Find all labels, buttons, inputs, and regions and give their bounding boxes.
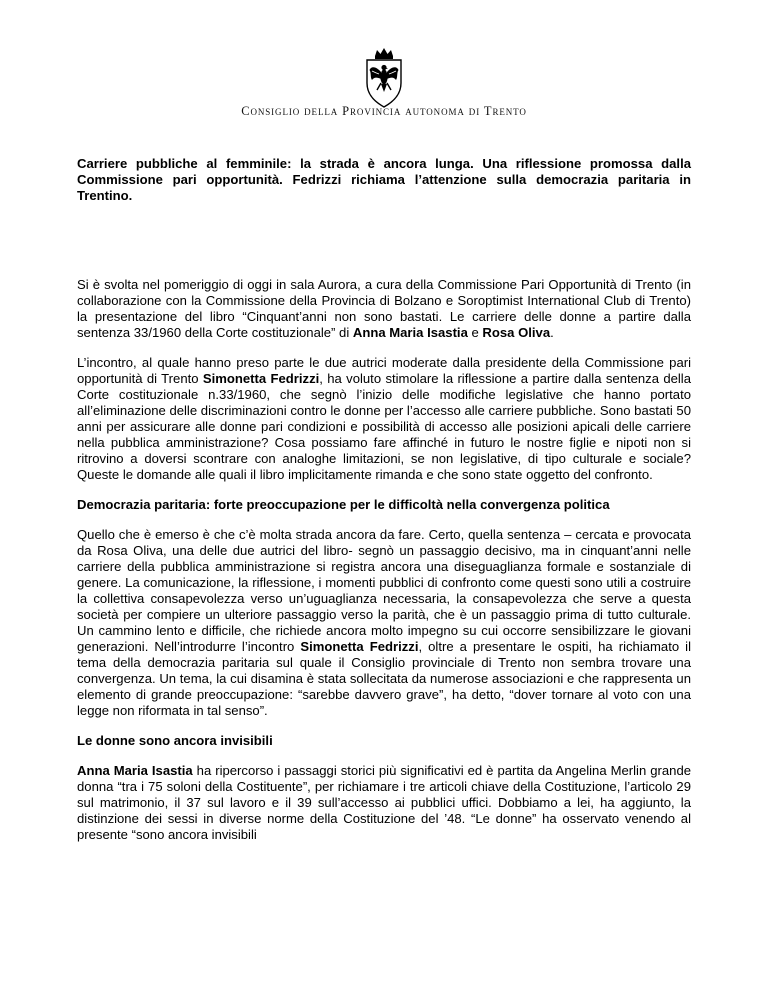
section-heading: Le donne sono ancora invisibili <box>77 733 273 748</box>
moderator-name: Simonetta Fedrizzi <box>300 639 419 654</box>
paragraph-democracy <box>77 527 691 719</box>
moderator-name: Simonetta Fedrizzi <box>202 371 320 386</box>
author-name: Rosa Oliva <box>482 325 551 340</box>
paragraph-invisible <box>77 763 691 843</box>
section-heading: Democrazia paritaria: forte preoccupazione per le difficoltà nella convergenza politica <box>77 497 610 512</box>
paragraph-text: ha ripercorso i passaggi storici più significativi ed è partita da Angelina Merlin grande donna “tra i 75 soloni della Costituente”, per richiamare i tre articoli chiave della Costituzione, l’articolo 29 sul matrimonio, il 37 sul lavoro e il 39 sull’accesso ai pubblici uffici. Dobbiamo a lei, ha aggiunto, la distinzione dei sessi in diverse norme della Costituzione del ’48. “Le donne” ha osservato venendo al presente “sono ancora invisibili <box>77 763 692 842</box>
paragraph-meeting <box>77 355 691 483</box>
paragraph-text: , ha voluto stimolare la riflessione a partire dalla sentenza della Corte costituzionale n.33/1960, che segnò l’inizio delle modifiche legislative che hanno portato all’eliminazione delle discriminazioni contro le donne per l’accesso alle carriere pubbliche. Sono bastati 50 anni per assicurare alle donne pari condizioni e possibilità di accesso alle posizioni apicali delle carriere nella pubblica amministrazione? Cosa possiamo fare affinché in futuro le nostre figlie e nipoti non si ritrovino a doversi scontrare con analoghe limitazioni, se non legislative, di tipo culturale e sociale? Queste le domande alle quali il libro implicitamente rimanda e che sono state oggetto del confronto. <box>77 371 691 482</box>
author-name: Anna Maria Isastia <box>77 763 193 778</box>
article-body <box>77 156 691 843</box>
article-title: Carriere pubbliche al femminile: la strada è ancora lunga. Una riflessione promossa dalla Commissione pari opportunità. Fedrizzi richiama l’attenzione sulla democrazia paritaria in Trentino. <box>77 156 691 203</box>
paragraph-text: L’incontro, al quale hanno preso parte le due autrici moderate dalla presidente della Commissione pari opportunità di Trento <box>77 355 691 386</box>
trento-eagle-crest-icon <box>362 47 406 109</box>
paragraph-text: , oltre a presentare le ospiti, ha richiamato il tema della democrazia paritaria sul quale il Consiglio provinciale di Trento non sembra trovare una convergenza. Un tema, la cui disamina è stata sollecitata da numerose associazioni e che rappresenta un elemento di grande preoccupazione: “sarebbe davvero grave”, ha detto, “dover tornare al voto con una legge non riformata in tal senso”. <box>77 639 691 718</box>
paragraph-intro <box>77 277 691 341</box>
paragraph-text: Quello che è emerso è che c’è molta strada ancora da fare. Certo, quella sentenza – cercata e provocata da Rosa Oliva, una delle due autrici del libro- segnò un passaggio decisivo, ma in cinquant’anni nelle carriere della pubblica amministrazione si registra ancora una diseguaglianza formale e sostanziale di genere. La comunicazione, la riflessione, i momenti pubblici di confronto come questi sono utili a costruire la collettiva consapevolezza verso un’uguaglianza necessaria, la consapevolezza che serve a questa società per compiere un ulteriore passaggio verso la parità, che è un passaggio prima di tutto culturale. Un cammino lento e difficile, che richiede ancora molto impegno su cui occorre sensibilizzare le giovani generazioni. Nell’introdurre l’incontro <box>77 527 691 654</box>
paragraph-text: . <box>550 325 554 340</box>
organization-name: Consiglio della Provincia autonoma di Trento <box>241 104 527 118</box>
paragraph-text: Si è svolta nel pomeriggio di oggi in sala Aurora, a cura della Commissione Pari Opportunità di Trento (in collaborazione con la Commissione della Provincia di Bolzano e Soroptimist International Club di Trento) la presentazione del libro “Cinquant’anni non sono bastati. Le carriere delle donne a partire dalla sentenza 33/1960 della Corte costituzionale” di <box>77 277 691 340</box>
paragraph-text: e <box>467 325 483 340</box>
author-name: Anna Maria Isastia <box>352 325 468 340</box>
